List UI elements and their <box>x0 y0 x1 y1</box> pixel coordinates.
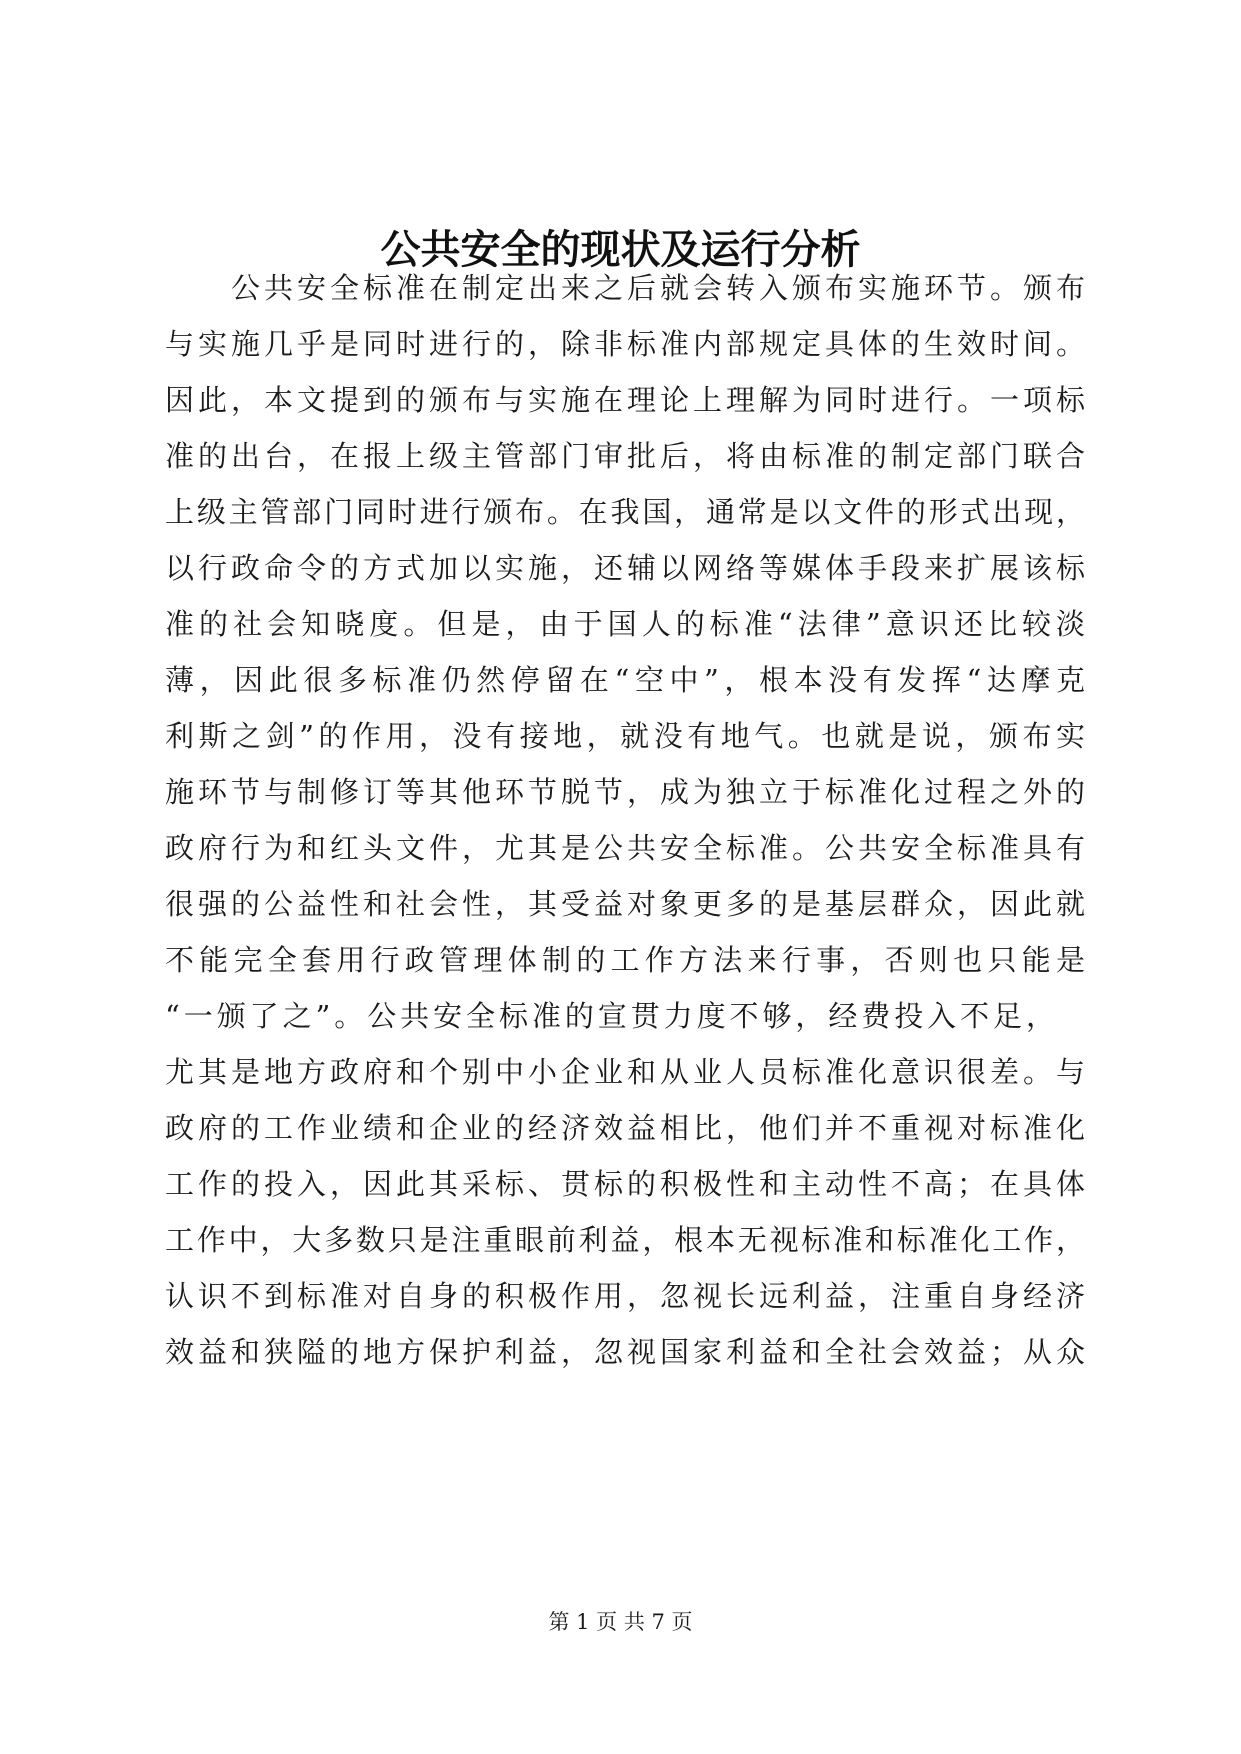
paragraph-line: 效益和狭隘的地方保护利益，忽视国家利益和全社会效益；从众 <box>165 1335 1085 1369</box>
paragraph-line: 以行政命令的方式加以实施，还辅以网络等媒体手段来扩展该标 <box>165 551 1085 585</box>
paragraph-line: 利斯之剑”的作用，没有接地，就没有地气。也就是说，颁布实 <box>165 719 1085 753</box>
paragraph-line: 很强的公益性和社会性，其受益对象更多的是基层群众，因此就 <box>165 887 1085 921</box>
paragraph-line: 尤其是地方政府和个别中小企业和从业人员标准化意识很差。与 <box>165 1055 1085 1089</box>
paragraph-line: 上级主管部门同时进行颁布。在我国，通常是以文件的形式出现， <box>165 495 1085 529</box>
paragraph-line: 薄，因此很多标准仍然停留在“空中”，根本没有发挥“达摩克 <box>165 663 1085 697</box>
document-title: 公共安全的现状及运行分析 <box>380 226 861 273</box>
paragraph-line: 因此，本文提到的颁布与实施在理论上理解为同时进行。一项标 <box>165 383 1085 417</box>
paragraph-line: 政府的工作业绩和企业的经济效益相比，他们并不重视对标准化 <box>165 1111 1085 1145</box>
paragraph-line: 与实施几乎是同时进行的，除非标准内部规定具体的生效时间。 <box>165 327 1085 361</box>
paragraph-line: “一颁了之”。公共安全标准的宣贯力度不够，经费投入不足， <box>165 999 1055 1033</box>
paragraph-line: 不能完全套用行政管理体制的工作方法来行事，否则也只能是 <box>165 943 1085 977</box>
paragraph-line: 工作的投入，因此其采标、贯标的积极性和主动性不高；在具体 <box>165 1167 1085 1201</box>
paragraph-line: 认识不到标准对自身的积极作用，忽视长远利益，注重自身经济 <box>165 1279 1085 1313</box>
paragraph-line: 施环节与制修订等其他环节脱节，成为独立于标准化过程之外的 <box>165 775 1085 809</box>
paragraph-line: 准的社会知晓度。但是，由于国人的标准“法律”意识还比较淡 <box>165 607 1085 641</box>
paragraph-line: 政府行为和红头文件，尤其是公共安全标准。公共安全标准具有 <box>165 831 1085 865</box>
paragraph-line: 准的出台，在报上级主管部门审批后，将由标准的制定部门联合 <box>165 439 1085 473</box>
page-number-footer: 第 1 页 共 7 页 <box>548 1610 693 1634</box>
paragraph-line: 工作中，大多数只是注重眼前利益，根本无视标准和标准化工作， <box>165 1223 1085 1257</box>
paragraph-line: 公共安全标准在制定出来之后就会转入颁布实施环节。颁布 <box>231 271 1085 305</box>
